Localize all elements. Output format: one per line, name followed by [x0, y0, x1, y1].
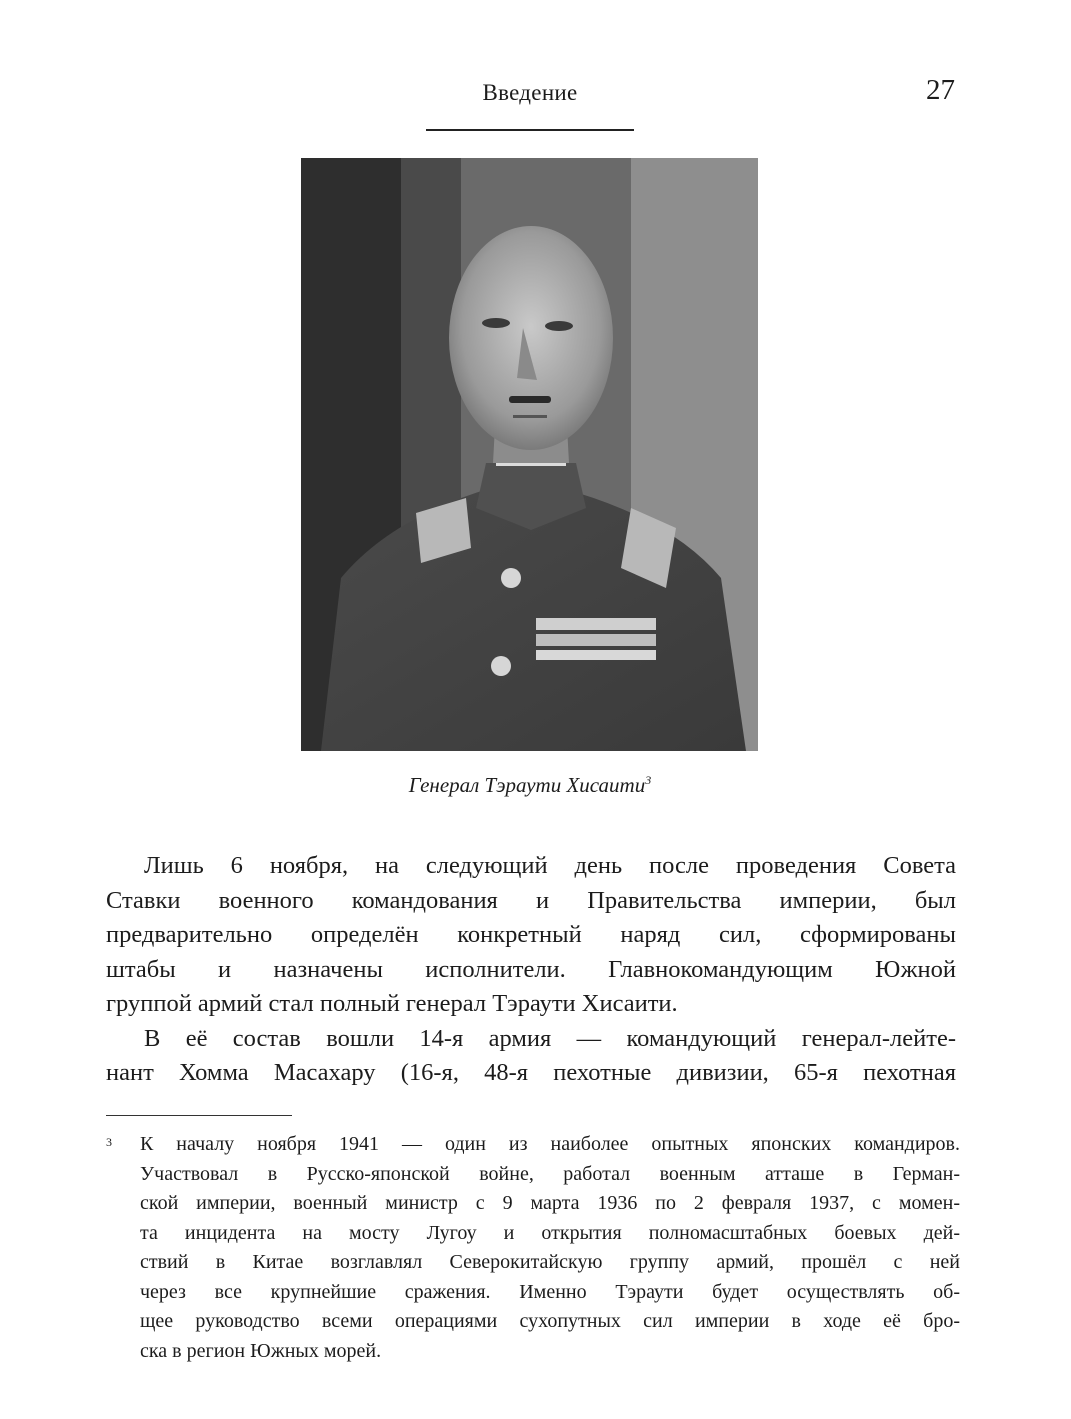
body-line: Ставки военного командования и Правительства империи, был: [106, 886, 956, 914]
portrait-photo: [301, 158, 758, 751]
footnote-line: ска в регион Южных морей.: [140, 1339, 382, 1362]
page-number: 27: [926, 74, 955, 106]
body-line: штабы и назначены исполнители. Главнокомандующим Южной: [106, 955, 956, 983]
header-divider: [426, 129, 634, 131]
body-line: группой армий стал полный генерал Тэраути Хисаити.: [106, 990, 678, 1017]
footnote-line: через все крупнейшие сражения. Именно Тэраути будет осуществлять об-: [140, 1280, 960, 1303]
footnote-line: щее руководство всеми операциями сухопутных сил империи в ходе её бро-: [140, 1310, 960, 1332]
footnote-divider: [106, 1115, 292, 1116]
photo-caption: [300, 773, 760, 798]
body-line: предварительно определён конкретный наряд сил, сформированы: [106, 921, 956, 948]
footnote-mark: 3: [106, 1135, 112, 1149]
footnote-line: ской империи, военный министр с 9 марта 1936 по 2 февраля 1937, с момен-: [140, 1192, 960, 1214]
footnote-line: Участвовал в Русско-японской войне, работал военным атташе в Герман-: [140, 1162, 960, 1185]
body-paragraphs: [106, 849, 956, 1091]
footnote: [106, 1130, 960, 1366]
footnote-line: К началу ноября 1941 — один из наиболее опытных японских командиров.: [140, 1133, 960, 1155]
chapter-title: Введение: [482, 80, 578, 105]
caption-footnote-ref: 3: [645, 773, 652, 787]
footnote-line: та инцидента на мосту Лугоу и открытия полномасштабных боевых дей-: [140, 1221, 960, 1244]
body-line: нант Хомма Масахару (16-я, 48-я пехотные дивизии, 65-я пехотная: [106, 1059, 956, 1086]
footnote-line: ствий в Китае возглавлял Северокитайскую группу армий, прошёл с ней: [140, 1251, 960, 1273]
caption-text: Генерал Тэраути Хисаити: [408, 773, 646, 797]
body-line: В её состав вошли 14-я армия — командующий генерал-лейте-: [144, 1024, 956, 1052]
body-line: Лишь 6 ноября, на следующий день после проведения Совета: [144, 852, 956, 879]
